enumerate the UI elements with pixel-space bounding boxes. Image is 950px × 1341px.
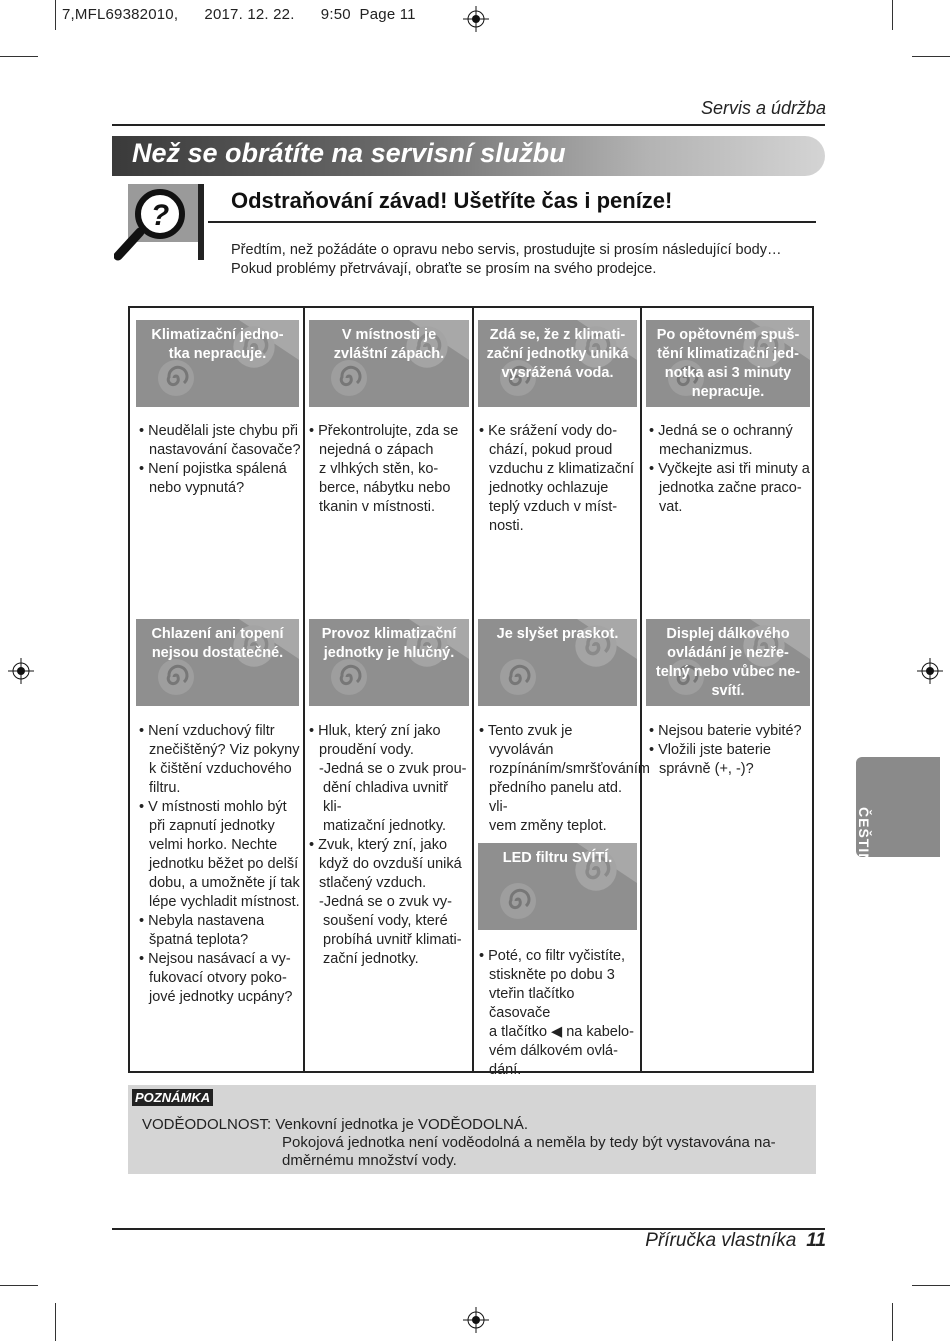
problem-header [136, 320, 299, 407]
header-line: Je slyšet praskot. [496, 626, 619, 642]
text-line: předního panelu atd. vli- [489, 780, 623, 815]
solution-text [649, 422, 812, 517]
header-line: Provoz klimatizační [321, 626, 457, 642]
header-line: Chlazení ani topení [151, 626, 284, 642]
intro-line: Předtím, než požádáte o opravu nebo servis, prostudujte si prosím následující body… [231, 242, 782, 258]
bullet-item: • Překontrolujte, zda se [309, 423, 459, 439]
text-line: vém dálkovém ovlá- [489, 1043, 618, 1059]
text-line: nastavování časovače? [149, 442, 301, 458]
header-line: LED filtru SVÍTÍ. [502, 850, 613, 866]
header-line: svítí. [711, 683, 745, 699]
header-line: Zdá se, že z klimati- [489, 327, 626, 343]
text-line: a tlačítko ◀ na kabelo- [489, 1024, 634, 1040]
header-line: nejsou dostatečné. [151, 645, 284, 661]
header-line: tění klimatizační jed- [657, 346, 799, 362]
problem-header [309, 619, 469, 706]
text-line: vat. [659, 499, 683, 515]
column-divider [303, 306, 305, 1073]
text-line: mechanizmus. [659, 442, 753, 458]
text-line: rozpínáním/smršťováním [489, 761, 650, 777]
text-line: lépe vychladit místnost. [149, 894, 300, 910]
bullet-item: • V místnosti mohlo být [139, 799, 287, 815]
crop-mark [892, 0, 893, 30]
header-line: vysrážená voda. [501, 365, 614, 381]
text-line: vem změny teplot. [489, 818, 607, 834]
text-line: fukovací otvory poko- [149, 970, 287, 986]
header-line: Po opětovném spuš- [656, 327, 800, 343]
text-line: chází, pokud proud [489, 442, 613, 458]
text-line: tkanin v místnosti. [319, 499, 436, 515]
bullet-item: • Ke srážení vody do- [479, 423, 618, 439]
header-rule [112, 124, 825, 126]
bullet-item: • Nejsou nasávací a vy- [139, 951, 291, 967]
text-line: stiskněte po dobu 3 [489, 967, 615, 983]
swirl-icon [498, 881, 538, 921]
problem-header [136, 619, 299, 706]
solution-text [139, 722, 301, 1007]
text-line: znečištěný? Viz pokyny [149, 742, 300, 758]
footer [645, 1230, 826, 1252]
print-info: 7,MFL69382010, 2017. 12. 22. 9:50 Page 11 [62, 6, 416, 23]
header-line: nepracuje. [691, 384, 765, 400]
note-line: dměrnému množství vody. [282, 1152, 457, 1169]
subheading: Odstraňování závad! Ušetříte čas i peníze! [231, 188, 673, 213]
header-line: zační jednotky uniká [486, 346, 629, 362]
intro-text [231, 241, 782, 279]
section-title: Servis a údržba [700, 98, 826, 118]
text-line: při zapnutí jednotky [149, 818, 275, 834]
note-text [142, 1116, 776, 1170]
crop-mark [892, 1303, 893, 1341]
crop-mark [55, 0, 56, 30]
crop-mark [912, 1285, 950, 1286]
header-line: notka asi 3 minuty [664, 365, 792, 381]
header-line: telný nebo vůbec ne- [655, 664, 801, 680]
solution-text [479, 947, 639, 1080]
problem-header [646, 619, 810, 706]
problem-header [478, 843, 637, 930]
svg-text:?: ? [150, 199, 170, 232]
language-tab-label: ČEŠTINA [856, 807, 872, 876]
text-line: nejedná o zápach [319, 442, 434, 458]
text-line: filtru. [149, 780, 181, 796]
swirl-icon [329, 657, 369, 697]
crop-mark [55, 1303, 56, 1341]
text-line: soušení vody, které [323, 913, 448, 929]
swirl-icon [156, 657, 196, 697]
bullet-item: • Vyčkejte asi tři minuty a [649, 461, 810, 477]
bullet-item: • Neudělali jste chybu při [139, 423, 299, 439]
text-line: jednotky ochlazuje [489, 480, 609, 496]
note-label: POZNÁMKA [132, 1089, 213, 1106]
intro-line: Pokud problémy přetrvávají, obraťte se prosím na svého prodejce. [231, 261, 657, 277]
text-line: -Jedná se o zvuk prou- [319, 761, 467, 777]
text-line: vzduchu z klimatizační [489, 461, 635, 477]
text-line: velmi horko. Nechte [149, 837, 278, 853]
header-line: Klimatizační jedno- [151, 327, 284, 343]
bullet-item: • Poté, co filtr vyčistíte, [479, 948, 626, 964]
header-line: Displej dálkového [666, 626, 790, 642]
problem-header [309, 320, 469, 407]
note-box [128, 1085, 816, 1174]
bullet-item: • Zvuk, který zní, jako [309, 837, 448, 853]
text-line: vteřin tlačítko časovače [489, 986, 575, 1021]
registration-mark-icon [917, 658, 943, 684]
text-line: jové jednotky ucpány? [149, 989, 293, 1005]
crop-mark [912, 56, 950, 57]
registration-mark-icon [463, 1307, 489, 1333]
bullet-item: • Nejsou baterie vybité? [649, 723, 802, 739]
column-divider [640, 306, 642, 1073]
text-line: zační jednotky. [323, 951, 419, 967]
note-key: VODĚODOLNOST: [142, 1116, 272, 1133]
text-line: jednotku běžet po delší [149, 856, 299, 872]
solution-text [309, 722, 469, 969]
registration-mark-icon [8, 658, 34, 684]
solution-text [139, 422, 301, 498]
page-number: 11 [806, 1230, 826, 1251]
language-tab [856, 757, 940, 876]
text-line: proudění vody. [319, 742, 414, 758]
text-line: berce, nábytku nebo [319, 480, 451, 496]
banner-title: Než se obrátíte na servisní službu [132, 138, 566, 168]
solution-text [479, 422, 637, 536]
magnifier-question-icon [114, 180, 204, 264]
swirl-icon [156, 358, 196, 398]
text-line: jednotka začne praco- [659, 480, 802, 496]
text-line: matizační jednotky. [323, 818, 447, 834]
bullet-item: • Tento zvuk je vyvoláván [479, 723, 573, 758]
solution-text [649, 722, 812, 779]
solution-text [309, 422, 469, 517]
bullet-item: • Není vzduchový filtr [139, 723, 275, 739]
solution-text [479, 722, 650, 836]
bullet-item: • Vložili jste baterie [649, 742, 771, 758]
footer-text: Příručka vlastníka [645, 1230, 797, 1251]
text-line: nebo vypnutá? [149, 480, 245, 496]
text-line: teplý vzduch v míst- [489, 499, 618, 515]
crop-mark [0, 1285, 38, 1286]
problem-header [478, 320, 637, 407]
text-line: dění chladiva uvnitř kli- [323, 780, 448, 815]
header-line: ovládání je nezře- [667, 645, 789, 661]
note-line: Pokojová jednotka není voděodolná a neměla by tedy být vystavována na- [282, 1134, 776, 1151]
note-line: Venkovní jednotka je VODĚODOLNÁ. [275, 1116, 529, 1133]
page-banner [112, 136, 825, 176]
bullet-item: • Jedná se o ochranný [649, 423, 793, 439]
header-line: jednotky je hlučný. [323, 645, 455, 661]
text-line: probíhá uvnitř klimati- [323, 932, 462, 948]
problem-header [478, 619, 637, 706]
bullet-item: • Nebyla nastavena [139, 913, 265, 929]
text-line: nosti. [489, 518, 524, 534]
subheading-rule [208, 221, 816, 223]
crop-mark [0, 56, 38, 57]
text-line: -Jedná se o zvuk vy- [319, 894, 452, 910]
bullet-item: • Hluk, který zní jako [309, 723, 441, 739]
bullet-item: • Není pojistka spálená [139, 461, 287, 477]
text-line: k čištění vzduchového [149, 761, 292, 777]
swirl-icon [498, 657, 538, 697]
column-divider [472, 306, 474, 1073]
text-line: z vlhkých stěn, ko- [319, 461, 439, 477]
text-line: dání. [489, 1062, 522, 1078]
header-line: V místnosti je [341, 327, 437, 343]
registration-mark-icon [463, 6, 489, 32]
swirl-icon [329, 358, 369, 398]
text-line: správně (+, -)? [659, 761, 754, 777]
text-line: stlačený vzduch. [319, 875, 427, 891]
problem-header [646, 320, 810, 407]
text-line: když do ovzduší uniká [319, 856, 462, 872]
header-line: tka nepracuje. [168, 346, 267, 362]
header-line: zvláštní zápach. [333, 346, 445, 362]
text-line: špatná teplota? [149, 932, 249, 948]
text-line: dobu, a umožněte jí tak [149, 875, 300, 891]
